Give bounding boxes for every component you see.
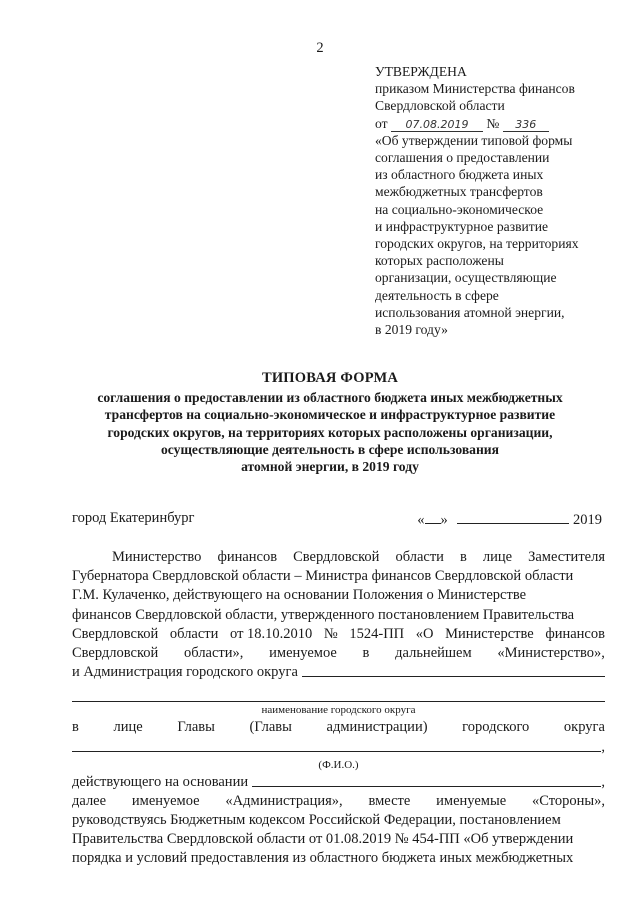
text-line	[72, 606, 605, 625]
date-close-quote: »	[440, 512, 448, 528]
word: именуемое	[131, 792, 200, 809]
word: лице	[113, 719, 143, 736]
word: «Стороны»,	[531, 792, 605, 809]
word: области	[169, 625, 219, 642]
approval-line-2: Свердловской области	[375, 98, 505, 114]
word: «О	[415, 625, 434, 642]
city-name: город Екатеринбург	[72, 510, 195, 526]
word: «Министерство»,	[497, 644, 605, 661]
word: Министерстве	[445, 625, 534, 642]
text-line	[72, 830, 605, 849]
approval-heading: УТВЕРЖДЕНА	[375, 64, 467, 79]
year: 2019	[573, 512, 602, 528]
approval-quote-line: соглашения о предоставлении	[375, 150, 550, 166]
word: финансов	[545, 625, 605, 642]
district-caption: наименование городского округа	[261, 704, 416, 717]
document-title: ТИПОВАЯ ФОРМА	[261, 370, 399, 386]
text-line	[72, 644, 605, 663]
word: (Главы	[249, 719, 292, 736]
approval-quote-line: которых расположены	[375, 253, 504, 269]
word: Губернатора Свердловской области – Министра финансов Свердловской области	[72, 568, 574, 585]
handwritten-number: 336	[503, 119, 549, 132]
approval-quote-line: деятельность в сфере	[375, 287, 499, 303]
word: дальнейшем	[395, 644, 472, 661]
word: Министерство	[112, 549, 202, 565]
paragraph-parties	[72, 792, 605, 869]
word: порядка и условий предоставления из областного бюджета иных межбюджетных	[72, 850, 574, 867]
from-prefix: от	[375, 115, 388, 131]
approval-quote-line: «Об утверждении типовой формы	[375, 132, 573, 148]
word: 1524-ПП	[349, 625, 405, 642]
word: Свердловской	[72, 644, 159, 661]
word: в	[362, 644, 370, 661]
day-blank	[425, 510, 441, 524]
agreement-date	[417, 510, 602, 529]
approval-quote-line: в 2019 году»	[375, 322, 448, 338]
word: «Администрация»,	[225, 792, 343, 809]
word: области	[395, 549, 444, 565]
fio-comma: ,	[601, 738, 605, 755]
word: Главы	[177, 719, 215, 736]
word: от 18.10.2010	[230, 625, 313, 642]
approval-quote	[375, 132, 635, 338]
approval-date-line	[375, 115, 635, 132]
word: вместе	[368, 792, 411, 809]
number-prefix: №	[486, 115, 500, 131]
word: Свердловской	[72, 625, 159, 642]
word: Заместителя	[528, 549, 605, 565]
word: №	[323, 625, 338, 642]
text-line	[72, 849, 605, 868]
approval-quote-line: и инфраструктурное развитие	[375, 218, 549, 234]
approval-quote-line: на социально-экономическое	[375, 201, 544, 217]
text-line	[72, 586, 605, 605]
approval-block	[375, 63, 635, 338]
word: области»,	[184, 644, 244, 661]
text-line	[72, 567, 605, 586]
subtitle-line: соглашения о предоставлении из областного бюджета иных межбюджетных	[97, 390, 563, 405]
word: округа	[563, 719, 605, 736]
text-line	[72, 792, 605, 811]
text-line	[72, 548, 605, 567]
approval-quote-line: межбюджетных трансфертов	[375, 184, 543, 200]
word: далее	[72, 792, 107, 809]
subtitle-line: городских округов, на территориях которых расположены организации,	[107, 424, 553, 440]
agreement-body	[72, 548, 605, 869]
word: финансов Свердловской области, утвержденного постановлением Правительства	[72, 606, 575, 623]
approval-line-1: приказом Министерства финансов	[375, 81, 575, 97]
text-line	[72, 625, 605, 644]
handwritten-date: 07.08.2019	[391, 119, 483, 132]
approval-quote-line: организации, осуществляющие	[375, 270, 557, 286]
word: в	[72, 719, 79, 736]
word: финансов	[217, 549, 278, 565]
basis-label: действующего на основании	[72, 773, 249, 790]
fio-line	[72, 738, 605, 757]
head-row	[72, 718, 605, 737]
subtitle-line: трансфертов на социально-экономическое и инфраструктурное развитие	[104, 407, 556, 423]
admin-label: и Администрация городского округа	[72, 664, 298, 681]
subtitle-line: атомной энергии, в 2019 году	[241, 459, 419, 475]
basis-line	[72, 773, 605, 792]
approval-quote-line: использования атомной энергии,	[375, 304, 565, 320]
word: Г.М. Кулаченко, действующего на основании Положения о Министерстве	[72, 587, 527, 604]
word: администрации)	[326, 719, 428, 736]
district-blank	[72, 688, 605, 702]
document-subtitle	[70, 389, 590, 475]
word: именуемые	[436, 792, 507, 809]
fio-blank	[72, 738, 601, 752]
word: в	[459, 549, 467, 565]
text-line	[72, 811, 605, 830]
word: Свердловской	[293, 549, 380, 565]
basis-blank	[252, 773, 601, 787]
admin-line	[72, 663, 605, 682]
basis-comma: ,	[601, 773, 605, 790]
date-open-quote: «	[417, 512, 425, 528]
word: Правительства Свердловской области от 01.08.2019 № 454-ПП «Об утверждении	[72, 831, 574, 848]
paragraph-ministry	[72, 548, 605, 663]
word: городского	[462, 719, 530, 736]
month-blank	[457, 510, 569, 524]
approval-quote-line: из областного бюджета иных	[375, 167, 544, 183]
word: лице	[482, 549, 513, 565]
fio-caption: (Ф.И.О.)	[318, 758, 359, 771]
approval-quote-line: городских округов, на территориях	[375, 236, 579, 252]
word: руководствуясь Бюджетным кодексом Российской Федерации, постановлением	[72, 812, 561, 829]
admin-blank	[302, 663, 605, 677]
word: именуемое	[269, 644, 337, 661]
page-number: 2	[316, 40, 324, 56]
subtitle-line: осуществляющие деятельность в сфере использования	[161, 441, 499, 457]
